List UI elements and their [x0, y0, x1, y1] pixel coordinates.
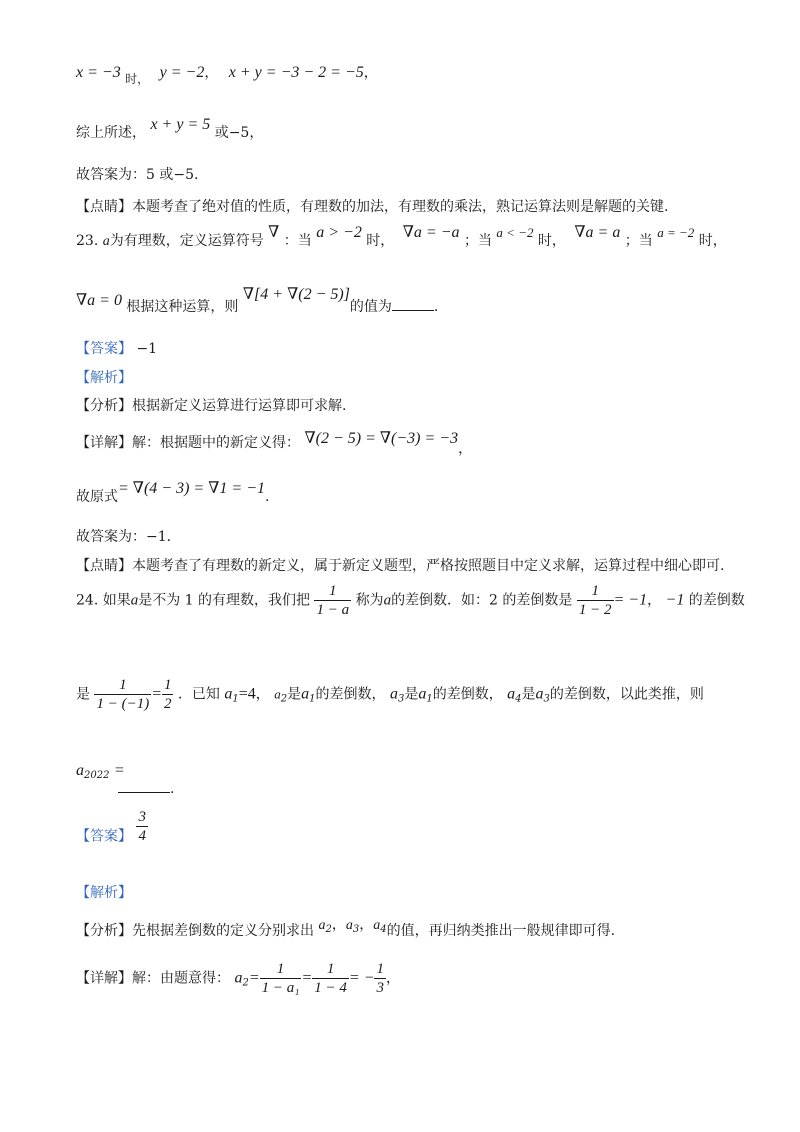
math-var: a: [76, 762, 84, 779]
math-expr: ∇(2 − 5) = ∇(−3) = −3: [304, 430, 459, 447]
denominator: 1 − (−1): [96, 696, 150, 712]
math-var: a: [301, 685, 310, 703]
question-number: 24.: [76, 592, 99, 609]
question-23: [76, 222, 727, 250]
fraction: [94, 676, 151, 713]
text: ，: [385, 970, 400, 987]
text: 的差倒数，以此类推，则: [549, 686, 704, 703]
text: 的差倒数: [688, 592, 745, 609]
answer-fraction: [136, 808, 148, 845]
text: 时，: [366, 233, 395, 249]
analysis-24: [76, 914, 615, 940]
subscript: 2022: [84, 770, 110, 781]
text: 【点睛】本题考查了绝对值的性质，有理数的加法，有理数的乘法，熟记运算法则是解题的关键.: [76, 199, 669, 215]
text: 【详解】解：根据题中的新定义得：: [76, 435, 300, 451]
solution-line-3: [76, 164, 198, 184]
subscript: 1: [232, 693, 239, 705]
text: 时，: [537, 233, 566, 249]
text: ．已知: [177, 686, 220, 703]
denominator: 4: [138, 828, 146, 844]
text: ；当: [463, 233, 492, 249]
text: ，: [359, 917, 374, 933]
math-expr: ∇[4 + ∇(2 − 5)]: [242, 286, 350, 303]
text: 的差倒数．如：2 的差倒数是: [391, 592, 573, 609]
numerator: 1: [577, 582, 614, 601]
text: 根据这种运算，则: [126, 299, 239, 315]
text: 【点睛】本题考查了有理数的新定义，属于新定义题型，严格按照题目中定义求解，运算过程中细心即可.: [76, 558, 725, 574]
text: 【分析】先根据差倒数的定义分别求出: [76, 923, 314, 939]
text: 故答案为：5 或−5.: [76, 167, 199, 183]
solution-line-2: [76, 116, 263, 142]
question-24-end: [76, 762, 174, 797]
text: ，: [204, 65, 219, 81]
math-var: a: [234, 969, 243, 987]
math-var: a: [130, 592, 139, 609]
fraction: [162, 676, 174, 713]
denominator: 1 − a₁: [261, 980, 300, 996]
analysis-label-24: [76, 882, 132, 902]
analysis-label: 【解析】: [76, 370, 132, 386]
math-expr: x + y = −3 − 2 = −5: [228, 64, 364, 81]
analysis-label-23: [76, 367, 132, 387]
math-var: a: [507, 685, 516, 703]
text: 时，: [698, 233, 727, 249]
text: 或−5，: [214, 125, 264, 141]
math-var: a: [383, 592, 392, 609]
denominator: 1 − a: [316, 602, 350, 618]
text: 的差倒数，: [315, 686, 386, 703]
text: 的值，再归纳类推出一般规律即可得.: [386, 923, 616, 939]
math-var: a: [224, 685, 233, 703]
question-24: [76, 582, 745, 619]
analysis-label: 【解析】: [76, 885, 132, 901]
text: 称为: [355, 592, 384, 609]
text: 是: [521, 686, 536, 703]
text: ，: [458, 441, 473, 457]
detail-23-b: [76, 478, 269, 506]
question-23-cont: [76, 284, 438, 316]
text: 是: [76, 686, 90, 703]
math-expr: a > −2: [316, 224, 362, 241]
subscript: 1: [426, 693, 433, 705]
fraction: [260, 960, 302, 997]
numerator: 1: [314, 582, 351, 601]
math-expr: −1: [665, 591, 685, 609]
nabla-symbol: ∇: [268, 224, 280, 241]
math-expr: a = −2: [657, 225, 695, 240]
math-expr: =: [301, 969, 313, 987]
math-expr: ∇a = 0: [76, 292, 122, 309]
denominator: 3: [376, 980, 384, 996]
text: 【详解】解：由题意得：: [76, 970, 230, 987]
math-expr: =: [151, 685, 162, 703]
text: 的差倒数，: [432, 686, 503, 703]
text: 的值为: [349, 299, 392, 315]
text: .: [170, 781, 175, 797]
math-var: a: [418, 685, 427, 703]
subscript: 4: [515, 693, 522, 705]
question-number: 23.: [76, 233, 99, 249]
math-var: a: [318, 918, 326, 933]
math-expr: = −: [348, 969, 375, 987]
math-expr: x = −3: [76, 64, 121, 81]
detail-23: [76, 428, 472, 458]
text: 是: [404, 686, 419, 703]
text: ；当: [624, 233, 653, 249]
numerator: 1: [260, 960, 302, 979]
text: 是: [287, 686, 302, 703]
solution-line-1: [76, 62, 378, 87]
detail-24: [76, 960, 400, 997]
math-var: a: [102, 234, 110, 249]
numerator: 1: [163, 677, 172, 693]
comment-23: [76, 555, 724, 575]
denominator: 1 − 4: [314, 980, 347, 996]
answer-24: [76, 808, 148, 846]
text: ，: [647, 592, 662, 609]
subscript: 2: [280, 693, 288, 705]
subscript: 1: [309, 693, 316, 705]
text: 如果: [102, 592, 131, 609]
subscript: 4: [380, 924, 387, 935]
comment-line-22: [76, 196, 668, 216]
text: .: [264, 489, 270, 505]
math-expr: =4: [238, 685, 256, 703]
numerator: 1: [312, 960, 349, 979]
math-expr: ∇a = a: [574, 224, 621, 241]
math-var: a: [389, 685, 398, 703]
fraction: [374, 960, 386, 997]
subscript: 2: [242, 977, 249, 989]
math-expr: x + y = 5: [150, 116, 211, 133]
math-expr: y = −2: [159, 64, 205, 81]
numerator: 3: [138, 809, 146, 825]
math-expr: = ∇(4 − 3) = ∇1 = −1: [118, 480, 265, 497]
answer-blank: [392, 310, 434, 311]
subscript: 3: [352, 924, 360, 935]
math-var: a: [345, 918, 353, 933]
math-var: a: [535, 685, 544, 703]
subscript: 3: [397, 693, 405, 705]
text: 为有理数，定义运算符号: [109, 233, 264, 249]
text: 故答案为：−1.: [76, 529, 172, 545]
denominator: 1 − 2: [578, 602, 612, 618]
math-expr: =: [248, 969, 260, 987]
math-var: a: [373, 918, 381, 933]
answer-label: 【答案】: [76, 828, 132, 845]
answer-blank: [118, 792, 170, 793]
answer-label: 【答案】: [76, 341, 132, 357]
text: 综上所述，: [76, 125, 146, 141]
detail-23-c: [76, 526, 171, 546]
text: 是不为 1 的有理数，我们把: [138, 592, 311, 609]
subscript: 3: [543, 693, 550, 705]
answer-value: −1: [136, 341, 158, 357]
math-expr: = −1: [613, 591, 648, 609]
text: ，: [331, 917, 346, 933]
fraction: [312, 960, 349, 997]
text: 时，: [125, 72, 150, 86]
answer-23: [76, 338, 157, 358]
fraction: [577, 582, 614, 619]
math-expr: a < −2: [496, 225, 534, 240]
text: .: [433, 299, 439, 315]
fraction: [314, 582, 351, 619]
text: ，: [363, 65, 378, 81]
text: ：当: [283, 233, 312, 249]
text: 故原式: [76, 489, 118, 505]
math-var: a: [274, 686, 281, 702]
analysis-23: [76, 395, 346, 415]
question-24-cont: [76, 676, 704, 713]
math-expr: =: [113, 762, 125, 779]
numerator: 1: [376, 961, 384, 977]
math-expr: ∇a = −a: [402, 224, 460, 241]
text: 【分析】根据新定义运算进行运算即可求解.: [76, 398, 347, 414]
numerator: 1: [94, 676, 151, 695]
denominator: 2: [163, 696, 172, 712]
text: ，: [255, 686, 270, 703]
subscript: 2: [325, 924, 332, 935]
